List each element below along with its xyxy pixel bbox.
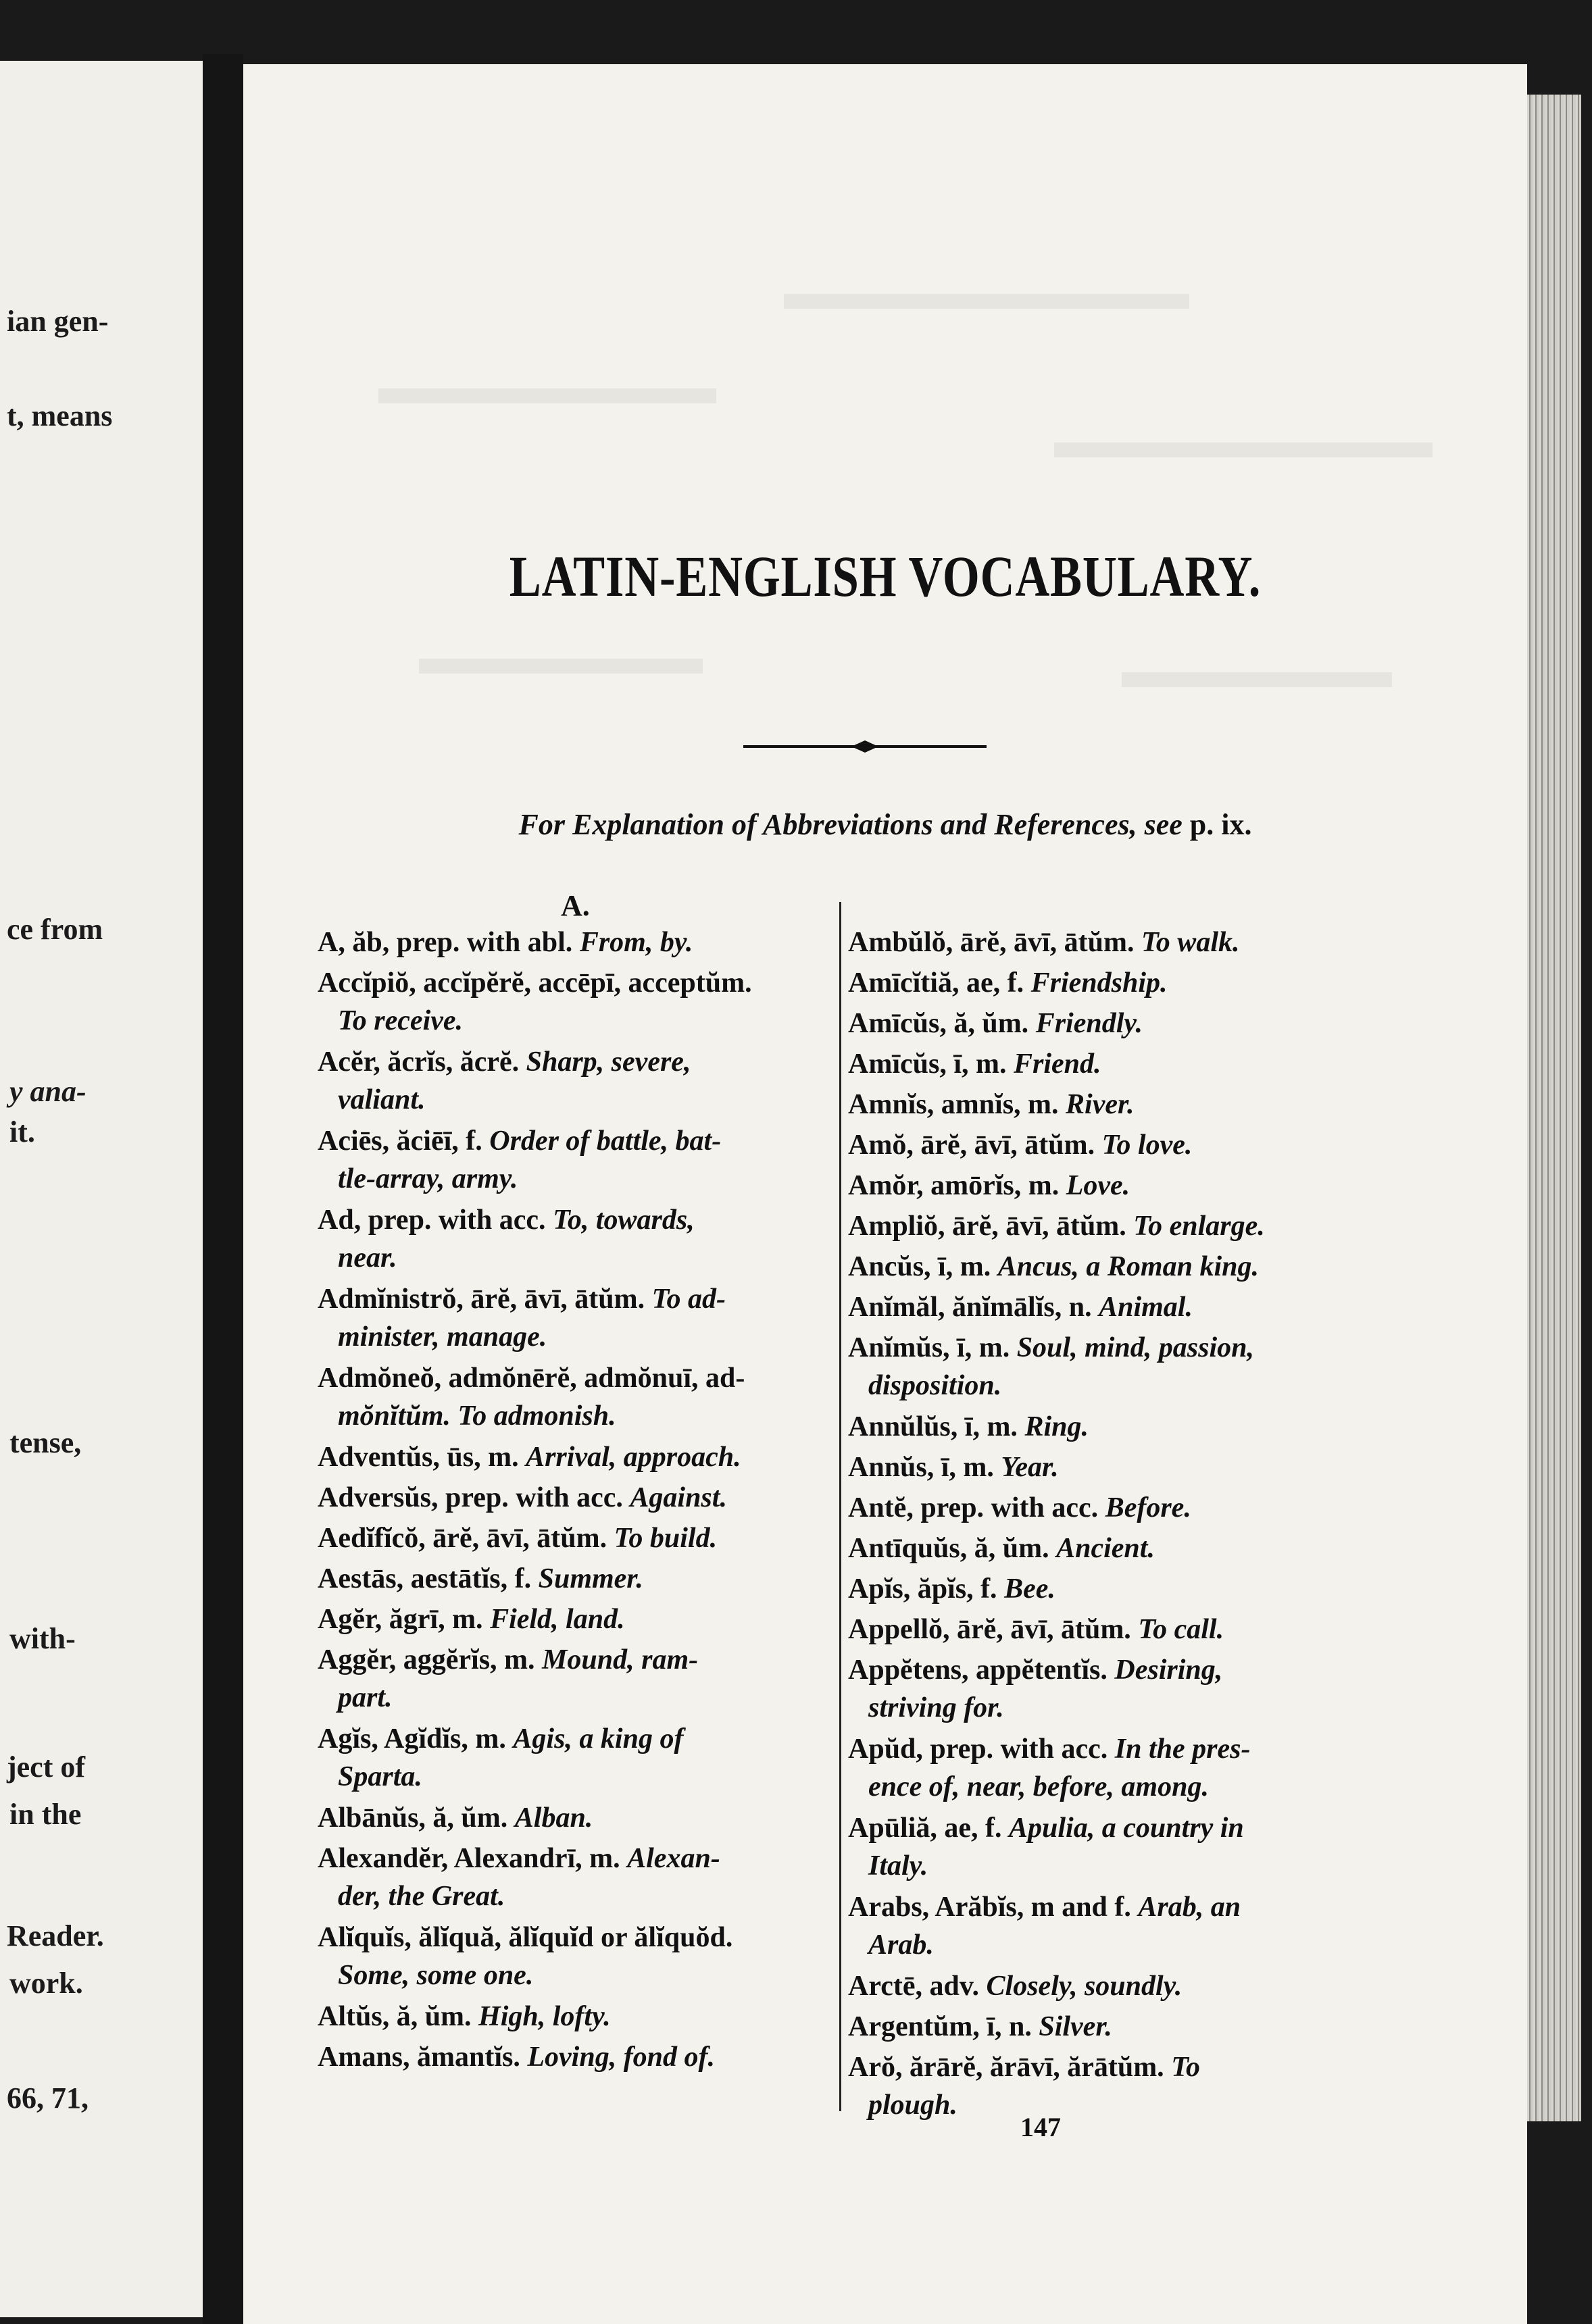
vocab-continuation: To receive.	[338, 1005, 464, 1036]
vocab-translation: Ancient.	[1056, 1533, 1155, 1564]
vocab-translation: In the pres-	[1114, 1734, 1251, 1765]
vocab-translation: Agis, a king of	[513, 1723, 684, 1754]
vocab-entry	[848, 964, 1168, 1002]
vocab-entry	[848, 1005, 1143, 1042]
vocabulary-page: LATIN-ENGLISH VOCABULARY. For Explanation of Abbreviations and References, see p. ix. A. A, ăb, prep. with abl. From, by. Accĭpiŏ, accĭpĕrĕ, accēpī, acceptŭm. To receive. Acĕr, ăcrĭs, ăcrĕ. Sharp, severe, valiant. Aciēs, ăciēī, f. Order of battle, bat- tle-array, army. Ad, prep. with acc. To, towards, near. Admĭnistrŏ, ārĕ, āvī, ātŭm. To ad- minister, manage. Admŏneŏ, admŏnērĕ, admŏnuī, ad- mŏnĭtŭm. To admonish. Adventŭs, ūs, m. Arrival, approach. Adversŭs, prep. with acc. Against. Aedĭfĭcŏ, ārĕ, āvī, ātŭm. To build. Aestās, aestātĭs, f. Summer. Agĕr, ăgrī, m. Field, land. Aggĕr, aggĕrĭs, m. Mound, ram- part. Agĭs, Agĭdĭs, m. Agis, a king of Sparta. Albānŭs, ă, ŭm. Alban. Alexandĕr, Alexandrī, m. Alexan- der, the Great. Alĭquĭs, ălĭquă, ălĭquĭd or ălĭquŏd. Some, some one. Altŭs, ă, ŭm. High, lofty. Amans, ămantĭs. Loving, fond of. Ambŭlŏ, ārĕ, āvī, ātŭm. To walk. Amīcĭtiă, ae, f. Friendship. Amīcŭs, ă, ŭm. Friendly. Amīcŭs, ī, m. Friend. Amnĭs, amnĭs, m. River. Amŏ, ārĕ, āvī, ātŭm. To love. Amŏr, amōrĭs, m. Love. Ampliŏ, ārĕ, āvī, ātŭm. To enlarge. Ancŭs, ī, m. Ancus, a Roman king. Anĭmăl, ănĭmālĭs, n. Animal. Anĭmŭs, ī, m. Soul, mind, passion, disposition. Annŭlŭs, ī, m. Ring. Annŭs, ī, m. Year. Antĕ, prep. with acc. Before. Antīquŭs, ă, ŭm. Ancient. Apĭs, ăpĭs, f. Bee. Appellŏ, ārĕ, āvī, ātŭm. To call. Appĕtens, appĕtentĭs. Desiring, striving for. Apŭd, prep. with acc. In the pres- ence of, near, before, among. Apūliă, ae, f. Apulia, a country in Italy. Arabs, Arăbĭs, m and f. Arab, an Arab. Arctē, adv. Closely, soundly. Argentŭm, ī, n. Silver. Arŏ, ărārĕ, ărāvī, ărātŭm. To plough. 147	[243, 64, 1527, 2324]
vocab-entry	[848, 1888, 1241, 1964]
vocab-entry	[318, 1919, 732, 1994]
left-page-line: with-	[9, 1622, 76, 1655]
vocab-entry	[848, 2008, 1112, 2046]
vocab-continuation: tle-array, army.	[338, 1163, 518, 1194]
left-page-line: ian gen-	[7, 305, 109, 338]
vocab-translation: To love.	[1101, 1130, 1193, 1161]
vocab-translation: Soul, mind, passion,	[1016, 1332, 1255, 1363]
vocab-entry	[318, 1438, 741, 1476]
vocab-headword: Acĕr, ăcrĭs, ăcrĕ.	[318, 1046, 520, 1078]
vocab-headword: Aedĭfĭcŏ, ārĕ, āvī, ātŭm.	[318, 1523, 607, 1554]
vocab-headword: Apŭd, prep. with acc.	[848, 1734, 1108, 1765]
vocab-entry	[318, 924, 693, 961]
left-page-line: ject of	[7, 1750, 86, 1784]
vocab-headword: Arŏ, ărārĕ, ărāvī, ărātŭm.	[848, 2052, 1164, 2083]
left-page-line: 66, 71,	[7, 2081, 89, 2115]
vocab-headword: Ancŭs, ī, m.	[848, 1251, 991, 1282]
vocab-headword: Admĭnistrŏ, ārĕ, āvī, ātŭm.	[318, 1284, 645, 1315]
vocab-entry	[848, 1730, 1250, 1806]
vocab-continuation: mŏnĭtŭm. To admonish.	[338, 1400, 616, 1432]
vocab-headword: Annŭlŭs, ī, m.	[848, 1411, 1018, 1442]
vocab-entry	[848, 1611, 1224, 1648]
vocab-entry	[848, 1086, 1135, 1123]
vocab-translation: Alban.	[514, 1802, 593, 1834]
vocab-headword: Amīcĭtiă, ae, f.	[848, 967, 1024, 999]
vocab-translation: From, by.	[579, 927, 693, 958]
vocab-translation: To ad-	[651, 1284, 726, 1315]
vocab-continuation: der, the Great.	[338, 1881, 505, 1912]
left-page-line: it.	[9, 1115, 35, 1148]
left-page-line: tense,	[9, 1426, 82, 1459]
vocab-translation: Arab, an	[1138, 1892, 1241, 1923]
vocab-headword: Anĭmăl, ănĭmālĭs, n.	[848, 1292, 1092, 1323]
vocab-entry	[318, 1043, 691, 1119]
vocab-translation: To call.	[1138, 1614, 1224, 1645]
vocab-entry	[848, 1967, 1182, 2005]
vocab-continuation: Some, some one.	[338, 1960, 534, 1991]
vocab-headword: Altŭs, ă, ŭm.	[318, 2001, 472, 2032]
vocab-translation: To build.	[614, 1523, 718, 1554]
left-page-line: Reader.	[7, 1919, 104, 1952]
page-edges	[1527, 95, 1581, 2121]
vocab-translation: Friendship.	[1030, 967, 1168, 999]
abbreviation-note	[243, 807, 1527, 842]
vocab-translation: Desiring,	[1114, 1654, 1223, 1686]
vocab-headword: Amŏr, amōrĭs, m.	[848, 1170, 1060, 1201]
vocab-translation: Love.	[1066, 1170, 1130, 1201]
vocab-entry	[318, 1720, 683, 1796]
vocab-entry	[318, 1641, 698, 1717]
vocab-entry	[848, 1530, 1155, 1567]
vocab-entry	[848, 1167, 1130, 1205]
page-number: 147	[1020, 2112, 1061, 2142]
vocab-entry	[848, 1248, 1259, 1286]
vocab-translation: Bee.	[1004, 1573, 1055, 1605]
vocab-translation: Apulia, a country in	[1009, 1813, 1244, 1844]
vocab-headword: Aggĕr, aggĕrĭs, m.	[318, 1644, 535, 1675]
vocab-headword: Ampliŏ, ārĕ, āvī, ātŭm.	[848, 1211, 1126, 1242]
vocab-translation: Animal.	[1099, 1292, 1193, 1323]
vocab-entry	[848, 1489, 1191, 1527]
vocab-entry	[848, 1651, 1222, 1727]
title-rule-ornament	[743, 736, 987, 757]
column-divider	[839, 902, 841, 2111]
vocab-headword: Antīquŭs, ă, ŭm.	[848, 1533, 1049, 1564]
vocab-translation: Mound, ram-	[542, 1644, 699, 1675]
vocab-headword: Apūliă, ae, f.	[848, 1813, 1002, 1844]
vocab-headword: Adversŭs, prep. with acc.	[318, 1482, 623, 1513]
vocab-translation: Alexan-	[627, 1843, 720, 1874]
vocab-continuation: Arab.	[868, 1929, 934, 1961]
vocab-continuation: valiant.	[338, 1084, 426, 1115]
left-page-line: t, means	[7, 399, 113, 432]
vocab-headword: Amīcŭs, ă, ŭm.	[848, 1008, 1029, 1039]
vocab-translation: To	[1171, 2052, 1200, 2083]
vocab-translation: Sharp, severe,	[526, 1046, 691, 1078]
vocab-headword: Ad, prep. with acc.	[318, 1205, 546, 1236]
vocab-continuation: Italy.	[868, 1850, 928, 1881]
left-page-line: in the	[9, 1798, 82, 1831]
vocab-headword: Ambŭlŏ, ārĕ, āvī, ātŭm.	[848, 927, 1135, 958]
vocab-entry	[318, 1519, 717, 1557]
vocab-headword: Alĭquĭs, ălĭquă, ălĭquĭd or ălĭquŏd.	[318, 1922, 733, 1953]
vocab-headword: Antĕ, prep. with acc.	[848, 1492, 1099, 1523]
vocab-entry	[318, 1840, 720, 1915]
vocab-headword: Appellŏ, ārĕ, āvī, ātŭm.	[848, 1614, 1131, 1645]
vocab-headword: Amŏ, ārĕ, āvī, ātŭm.	[848, 1130, 1095, 1161]
vocab-continuation: plough.	[868, 2090, 957, 2121]
left-page-line: work.	[9, 1967, 83, 2000]
book-gutter	[203, 54, 243, 2324]
abbreviation-note-ref: p. ix.	[1189, 808, 1252, 841]
vocab-entry	[848, 924, 1239, 961]
vocab-headword: Adventŭs, ūs, m.	[318, 1442, 519, 1473]
vocab-continuation: disposition.	[868, 1370, 1002, 1401]
vocab-headword: Argentŭm, ī, n.	[848, 2011, 1032, 2042]
page-title: LATIN-ENGLISH VOCABULARY.	[509, 544, 1262, 609]
vocab-translation: Ring.	[1024, 1411, 1089, 1442]
vocab-translation: Against.	[630, 1482, 727, 1513]
vocab-translation: Arrival, approach.	[526, 1442, 741, 1473]
vocab-translation: River.	[1066, 1089, 1135, 1120]
vocab-headword: Albānŭs, ă, ŭm.	[318, 1802, 508, 1834]
vocab-headword: Agĕr, ăgrī, m.	[318, 1604, 483, 1635]
vocab-entry	[318, 1479, 727, 1517]
vocab-entry	[848, 1045, 1101, 1083]
vocab-translation: Order of battle, bat-	[489, 1126, 722, 1157]
vocab-headword: Arabs, Arăbĭs, m and f.	[848, 1892, 1131, 1923]
left-facing-page	[0, 61, 203, 2317]
vocab-entry	[848, 1329, 1254, 1405]
vocab-headword: Agĭs, Agĭdĭs, m.	[318, 1723, 506, 1754]
vocab-entry	[318, 1201, 695, 1277]
left-page-line: ce from	[7, 913, 103, 946]
vocab-headword: A, ăb, prep. with abl.	[318, 927, 573, 958]
vocab-headword: Anĭmŭs, ī, m.	[848, 1332, 1010, 1363]
vocab-entry	[318, 1560, 643, 1598]
vocab-entry	[848, 1207, 1265, 1245]
vocab-translation: To walk.	[1141, 927, 1240, 958]
vocab-translation: High, lofty.	[478, 2001, 611, 2032]
vocab-translation: Before.	[1105, 1492, 1191, 1523]
vocab-headword: Apĭs, ăpĭs, f.	[848, 1573, 997, 1605]
vocab-entry	[848, 1809, 1244, 1885]
vocab-translation: Year.	[1001, 1452, 1059, 1483]
vocab-entry	[318, 1998, 611, 2036]
vocab-headword: Accĭpiŏ, accĭpĕrĕ, accēpī, acceptŭm.	[318, 967, 752, 999]
vocab-headword: Aciēs, ăciēī, f.	[318, 1126, 482, 1157]
vocab-entry	[848, 1126, 1192, 1164]
vocab-entry	[848, 1408, 1089, 1446]
vocab-entry	[318, 1799, 593, 1837]
vocab-translation: Ancus, a Roman king.	[997, 1251, 1259, 1282]
vocab-translation: Closely, soundly.	[986, 1971, 1183, 2002]
vocab-headword: Admŏneŏ, admŏnērĕ, admŏnuī, ad-	[318, 1363, 745, 1394]
vocab-headword: Alexandĕr, Alexandrī, m.	[318, 1843, 620, 1874]
vocab-entry	[848, 1288, 1193, 1326]
vocab-entry	[318, 964, 752, 1040]
vocab-headword: Appĕtens, appĕtentĭs.	[848, 1654, 1108, 1686]
vocab-entry	[848, 1570, 1055, 1608]
vocab-entry	[318, 1359, 745, 1435]
vocab-headword: Arctē, adv.	[848, 1971, 980, 2002]
vocab-translation: Friend.	[1014, 1049, 1101, 1080]
vocab-continuation: near.	[338, 1242, 397, 1273]
vocab-entry	[318, 1122, 721, 1198]
vocab-headword: Amans, ămantĭs.	[318, 2042, 520, 2073]
vocab-entry	[318, 1280, 726, 1356]
vocab-translation: To enlarge.	[1133, 1211, 1265, 1242]
vocab-continuation: minister, manage.	[338, 1321, 547, 1353]
vocab-continuation: part.	[338, 1682, 393, 1713]
vocab-translation: Silver.	[1039, 2011, 1112, 2042]
abbreviation-note-text: For Explanation of Abbreviations and References, see	[518, 808, 1183, 841]
vocab-continuation: ence of, near, before, among.	[868, 1771, 1209, 1802]
vocab-headword: Annŭs, ī, m.	[848, 1452, 994, 1483]
vocab-continuation: Sparta.	[338, 1761, 422, 1792]
vocab-translation: Friendly.	[1035, 1008, 1143, 1039]
vocab-translation: Field, land.	[490, 1604, 625, 1635]
vocab-translation: To, towards,	[553, 1205, 695, 1236]
vocab-translation: Loving, fond of.	[527, 2042, 716, 2073]
vocab-entry	[848, 1448, 1059, 1486]
left-page-line: y ana-	[9, 1075, 86, 1108]
vocab-headword: Aestās, aestātĭs, f.	[318, 1563, 532, 1594]
vocab-headword: Amīcŭs, ī, m.	[848, 1049, 1007, 1080]
vocab-continuation: striving for.	[868, 1692, 1004, 1723]
vocab-entry	[318, 1600, 625, 1638]
vocab-headword: Amnĭs, amnĭs, m.	[848, 1089, 1059, 1120]
vocab-entry	[318, 2038, 715, 2076]
vocab-translation: Summer.	[538, 1563, 643, 1594]
